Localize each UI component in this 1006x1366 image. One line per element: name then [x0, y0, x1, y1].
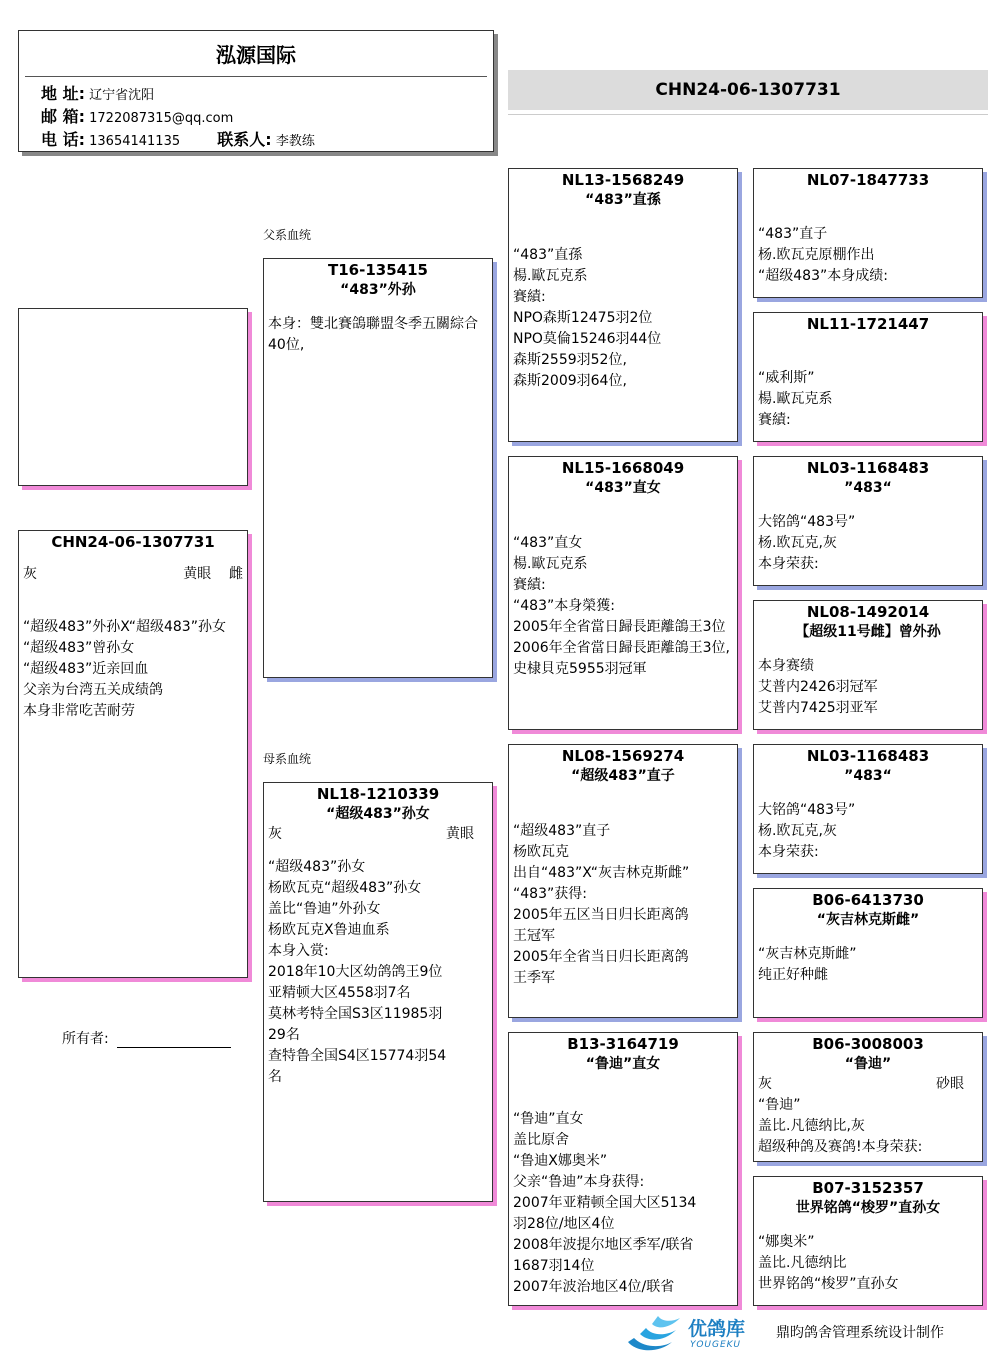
ggp-card-8: [753, 1176, 983, 1306]
ring-number-banner: CHN24-06-1307731: [508, 70, 988, 110]
ggp-description: 大铭鸽“483号” 杨.欧瓦克,灰 本身荣获:: [758, 802, 856, 860]
ggp-title: ”483“: [844, 480, 892, 496]
address-value: 辽宁省沈阳: [89, 88, 155, 103]
ggp-card-4: [753, 600, 983, 730]
brand-name-en: YOUGEKU: [690, 1340, 742, 1350]
ggp-description: 本身赛绩 艾普内2426羽冠军 艾普内7425羽亚军: [758, 658, 878, 716]
owner-blank-line: [117, 1047, 231, 1048]
ggp-ring-number: NL11-1721447: [806, 315, 930, 333]
sire-line-label: 父系血统: [263, 228, 312, 242]
loft-name: 泓源国际: [216, 43, 296, 67]
ggp-color: 灰: [758, 1076, 772, 1092]
ggp-title: 【超级11号雌】曾外孙: [795, 624, 941, 640]
gp-ring-number: NL08-1569274: [561, 747, 685, 765]
gp-title: “鲁迪”直女: [585, 1056, 661, 1072]
brand-name: 优鸽库: [688, 1318, 746, 1340]
grandsire-maternal-card: [508, 744, 738, 1018]
contact-value: 李教练: [275, 134, 315, 149]
ggp-ring-number: NL08-1492014: [806, 603, 930, 621]
dam-ring-number: NL18-1210339: [316, 785, 440, 803]
ggp-title: ”483“: [844, 768, 892, 784]
ggp-description: “娜奥米” 盖比.凡德纳比 世界铭鸽“梭罗”直孙女: [758, 1234, 899, 1292]
ggp-description: “威利斯” 楊.歐瓦克系 賽績:: [758, 370, 833, 428]
phone-row: [19, 129, 493, 152]
phone-value: 13654141135: [89, 134, 181, 149]
grandsire-paternal-card: [508, 168, 738, 442]
dam-title: “超级483”孙女: [326, 806, 430, 822]
email-value: 1722087315@qq.com: [89, 111, 234, 126]
phone-label: 电 话:: [41, 130, 85, 149]
ggp-attributes: [754, 1074, 982, 1095]
gp-title: “超级483”直子: [571, 768, 675, 784]
subject-pigeon-card: [18, 530, 248, 978]
ggp-card-5: [753, 744, 983, 874]
address-label: 地 址:: [41, 84, 85, 103]
sire-title: “483”外孙: [340, 282, 416, 298]
email-row: [19, 106, 493, 129]
ggp-ring-number: B06-3008003: [812, 1035, 924, 1053]
subject-color: 灰: [23, 566, 37, 582]
gp-title: “483”直女: [585, 480, 661, 496]
sire-description: 本身：雙北賽鴿聯盟冬季五關綜合40位,: [268, 316, 478, 353]
ggp-description: 大铭鸽“483号” 杨.欧瓦克,灰 本身荣获:: [758, 514, 856, 572]
ggp-eye: 砂眼: [936, 1076, 964, 1092]
ggp-title: “灰吉林克斯雌”: [816, 912, 920, 928]
owner-label: 所有者:: [62, 1031, 109, 1047]
owner-signature: [62, 1028, 231, 1048]
owner-header-card: [18, 30, 494, 152]
credit-text: 鼎昀鸽舍管理系统设计制作: [776, 1325, 944, 1341]
subject-sex: 雌: [229, 566, 243, 582]
brand-logo-icon: [622, 1312, 684, 1356]
ggp-ring-number: NL03-1168483: [806, 459, 930, 477]
ggp-description: “灰吉林克斯雌” 纯正好种雌: [758, 946, 857, 983]
granddam-maternal-card: [508, 1032, 738, 1306]
ggp-ring-number: B06-6413730: [812, 891, 924, 909]
granddam-paternal-card: [508, 456, 738, 730]
ggp-description: “鲁迪” 盖比.凡德纳比,灰 超级种鸽及赛鸽!本身荣获:: [758, 1097, 923, 1155]
gp-description: “超级483”直子 杨欧瓦克 出自“483”X“灰吉林克斯雌” “483”获得: 2005年五区当日归长距离鸽王冠军 2005年全省当日归长距离鸽王季军: [513, 823, 690, 986]
dam-description: “超级483”孙女 杨欧瓦克“超级483”孙女 盖比“鲁迪”外孙女 杨欧瓦克X鲁迪血系 本身入赏: 2018年10大区幼鸽鸽王9位 亚精顿大区4558羽7名 莫林考特全国S3区11985羽29名 查特鲁全国S4区15774羽54名: [268, 859, 447, 1085]
subject-eye-sex: [183, 564, 243, 585]
dam-attributes: [264, 824, 492, 845]
sire-card: [263, 258, 493, 678]
gp-ring-number: B13-3164719: [567, 1035, 679, 1053]
header-divider: [25, 76, 487, 77]
gp-ring-number: NL13-1568249: [561, 171, 685, 189]
ggp-card-6: [753, 888, 983, 1018]
subject-ring-number: CHN24-06-1307731: [51, 533, 215, 551]
subject-eye: 黄眼: [183, 566, 212, 582]
ggp-ring-number: NL03-1168483: [806, 747, 930, 765]
ggp-ring-number: B07-3152357: [812, 1179, 924, 1197]
gp-title: “483”直孫: [585, 192, 661, 208]
banner-divider: [508, 114, 988, 115]
gp-description: “483”直孫 楊.歐瓦克系 賽績: NPO森斯12475羽2位 NPO莫倫15246羽44位 森斯2559羽52位, 森斯2009羽64位,: [513, 247, 662, 389]
ggp-description: “483”直子 杨.欧瓦克原棚作出 “超级483”本身成绩:: [758, 226, 888, 284]
gp-description: “鲁迪”直女 盖比原舍 “鲁迪X娜奥米” 父亲“鲁迪”本身获得: 2007年亚精顿全国大区5134羽28位/地区4位 2008年波提尔地区季军/联省1687羽14位 2007年波治地区4位/联省: [513, 1111, 697, 1295]
sire-ring-number: T16-135415: [328, 261, 428, 279]
ggp-card-7: [753, 1032, 983, 1162]
footer: [622, 1312, 1002, 1358]
gp-description: “483”直女 楊.歐瓦克系 賽績: “483”本身榮獲: 2005年全省當日歸長距離鴿王3位 2006年全省當日歸長距離鴿王3位, 史棣貝克5955羽冠軍: [513, 535, 730, 677]
ggp-title: “鲁迪”: [844, 1056, 892, 1072]
ggp-ring-number: NL07-1847733: [806, 171, 930, 189]
dam-color: 灰: [268, 826, 282, 842]
ggp-card-3: [753, 456, 983, 586]
address-row: [19, 83, 493, 106]
contact-label: 联系人:: [217, 130, 272, 149]
dam-eye: 黄眼: [446, 826, 474, 842]
email-label: 邮 箱:: [41, 107, 85, 126]
ggp-card-2: [753, 312, 983, 442]
subject-description: “超级483”外孙X“超级483”孙女 “超级483”曾孙女 “超级483”近亲回血 父亲为台湾五关成绩鸽 本身非常吃苦耐劳: [23, 619, 226, 719]
ggp-title: 世界铭鸽“梭罗”直孙女: [795, 1200, 941, 1216]
pigeon-photo-frame: [18, 308, 248, 486]
gp-ring-number: NL15-1668049: [561, 459, 685, 477]
dam-card: [263, 782, 493, 1202]
subject-attributes: [19, 564, 247, 585]
ggp-card-1: [753, 168, 983, 298]
dam-line-label: 母系血统: [263, 752, 312, 766]
